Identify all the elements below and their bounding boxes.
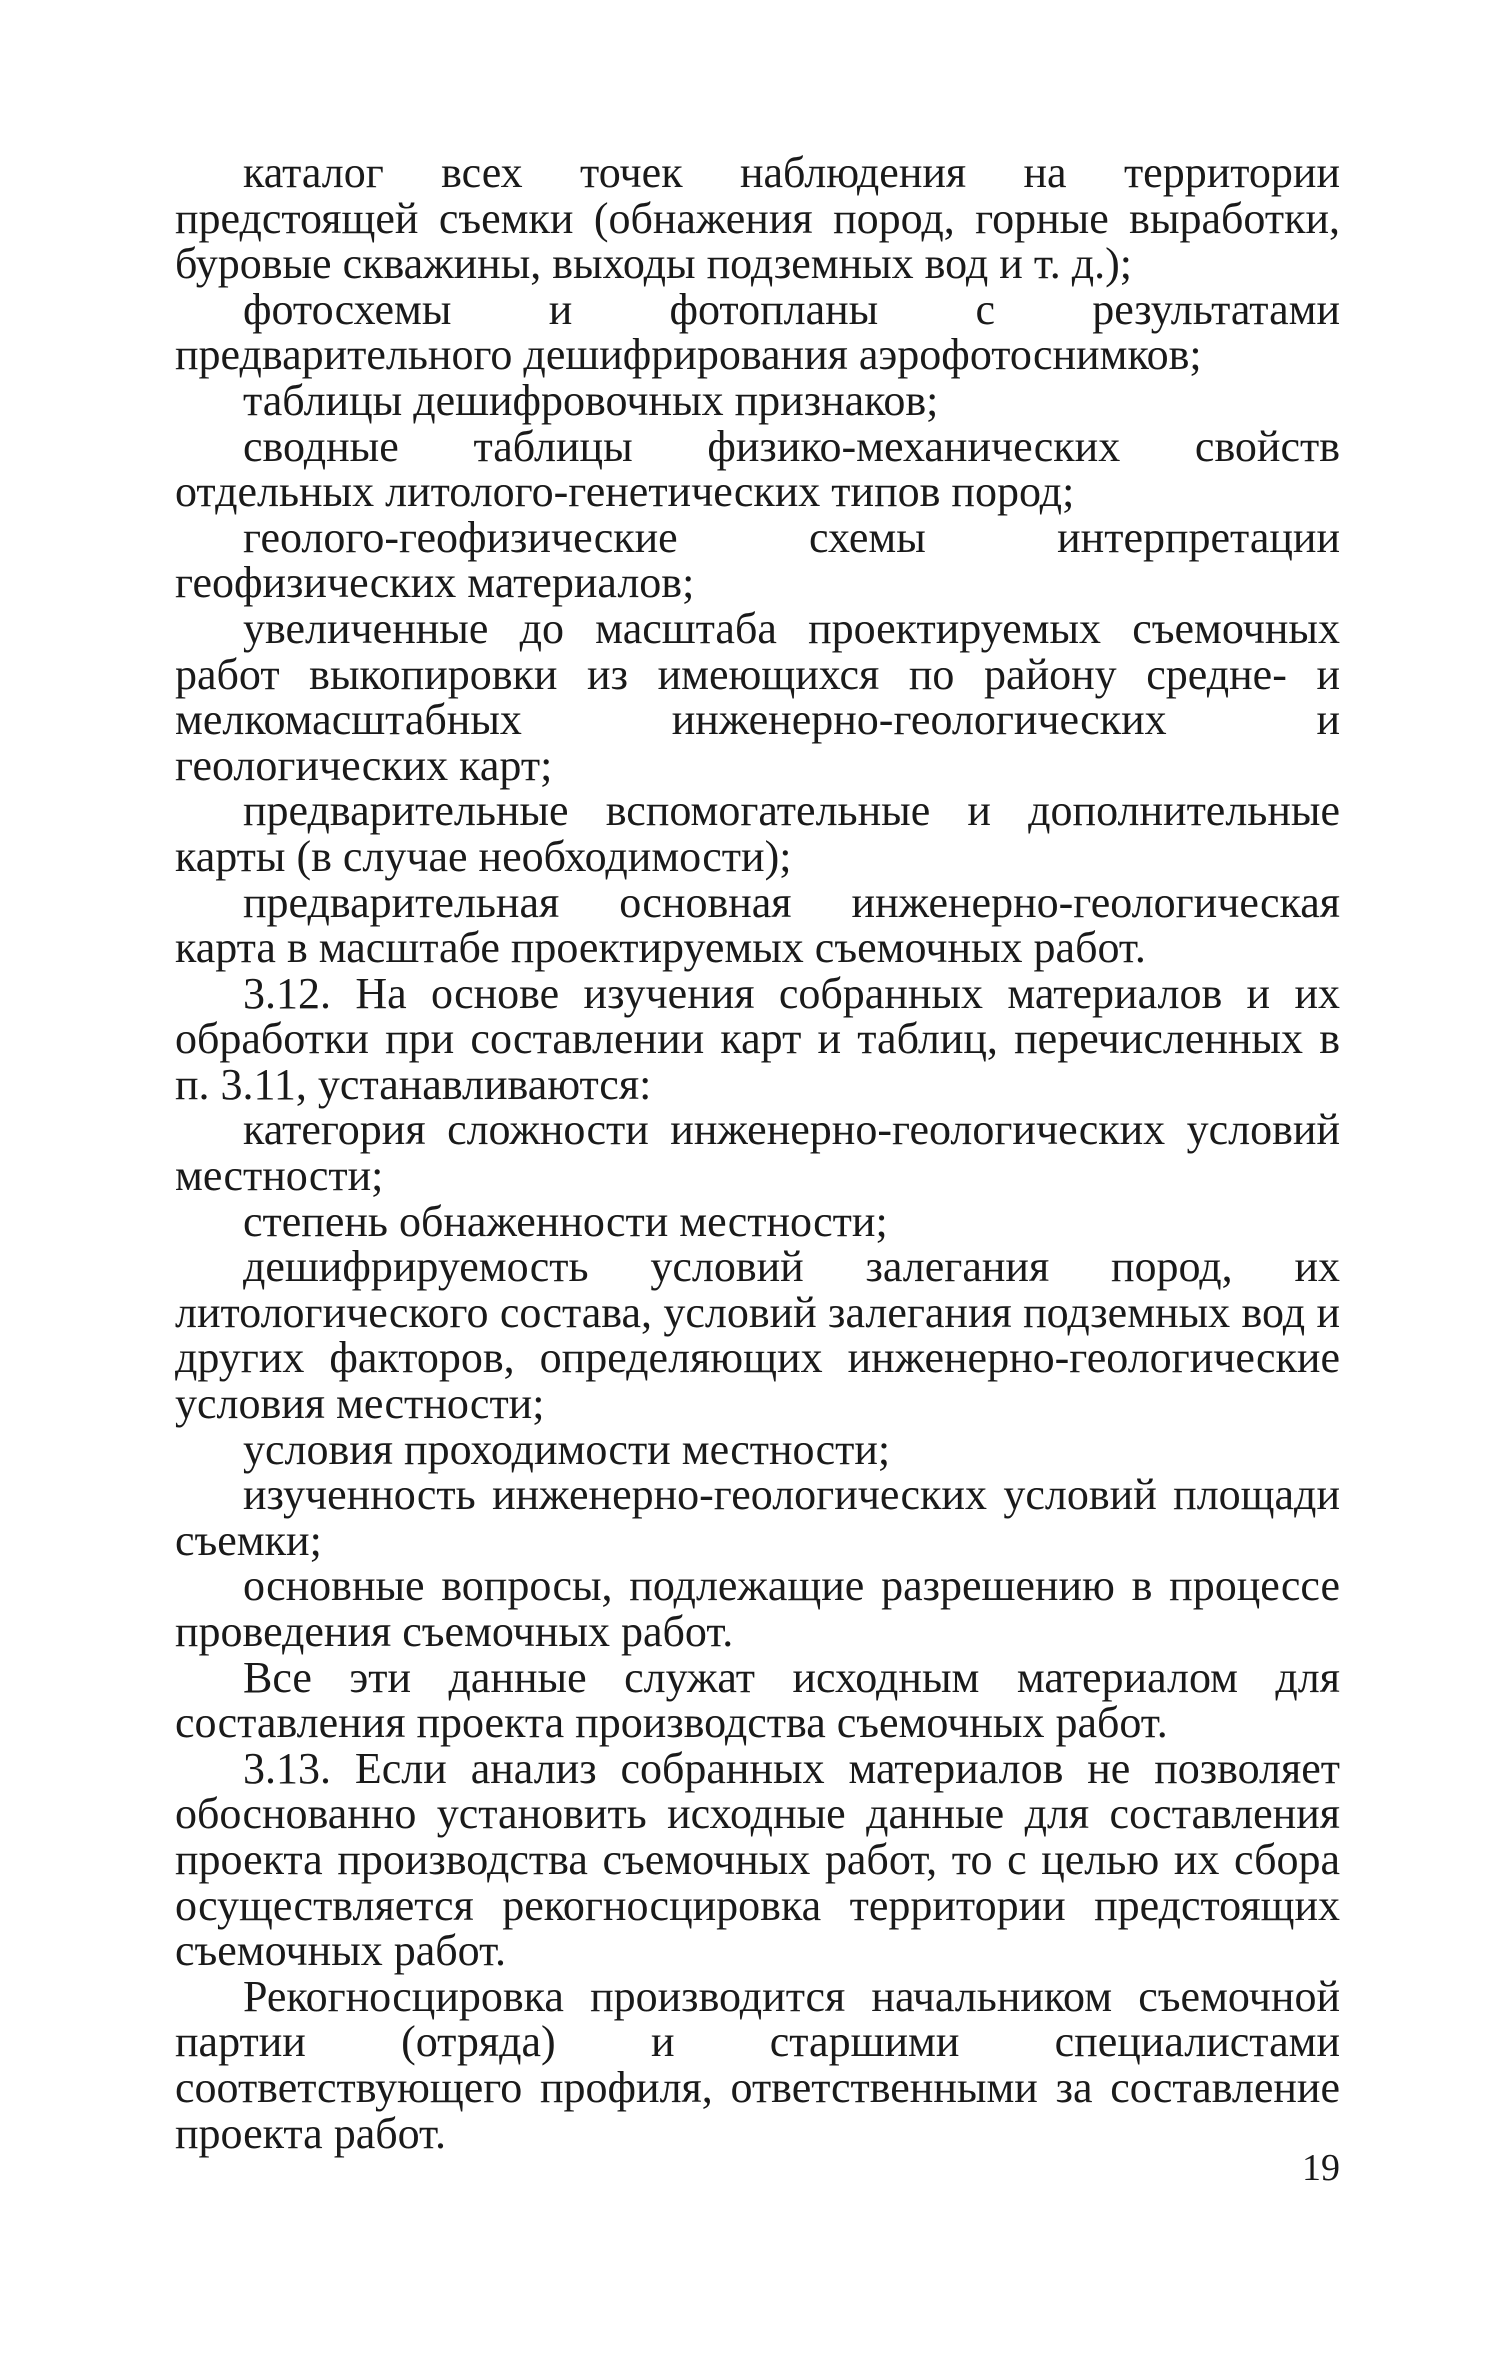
paragraph-geophysical-schemes: геолого-геофизические схемы интерпретации геофизических материалов;	[175, 512, 1340, 608]
paragraph-reconnaissance: Рекогносцировка производится начальником съемочной партии (отряда) и старшими специалистами соответствующего профиля, ответственными за составление проекта работ.	[175, 1971, 1340, 2158]
body-text	[175, 150, 1340, 2156]
paragraph-source-data: Все эти данные служат исходным материалом для составления проекта производства съемочных работ.	[175, 1652, 1340, 1748]
paragraph-photo-schemes: фотосхемы и фотопланы с результатами предварительного дешифрирования аэрофотоснимков;	[175, 284, 1340, 380]
paragraph-observation-catalog: каталог всех точек наблюдения на территории предстоящей съемки (обнажения пород, горные выработки, буровые скважины, выходы подземных вод и т. д.);	[175, 148, 1340, 289]
paragraph-main-questions: основные вопросы, подлежащие разрешению в процессе проведения съемочных работ.	[175, 1561, 1340, 1656]
paragraph-passability: условия проходимости местности;	[243, 1424, 891, 1474]
paragraph-auxiliary-maps: предварительные вспомогательные и дополнительные карты (в случае необходимости);	[175, 786, 1340, 881]
paragraph-decoding-tables: таблицы дешифровочных признаков;	[243, 375, 939, 425]
paragraph-exposure-degree: степень обнаженности местности;	[243, 1196, 888, 1246]
paragraph-section-3-12: 3.12. На основе изучения собранных материалов и их обработки при составлении карт и таблиц, перечисленных в п. 3.11, устанавливаются:	[175, 968, 1340, 1109]
paragraph-section-3-13: 3.13. Если анализ собранных материалов не позволяет обоснованно установить исходные данные для составления проекта производства съемочных работ, то с целью их сбора осуществляется рекогносцировка территории предстоящих съемочных работ.	[175, 1743, 1340, 1976]
page-number: 19	[1302, 2147, 1340, 2189]
paragraph-enlarged-copies: увеличенные до масштаба проектируемых съемочных работ выкопировки из имеющихся по району средне- и мелкомасштабных инженерно-геологических и геологических карт;	[175, 603, 1340, 790]
paragraph-main-map: предварительная основная инженерно-геологическая карта в масштабе проектируемых съемочных работ.	[175, 877, 1340, 973]
paragraph-summary-tables: сводные таблицы физико-механических свойств отдельных литолого-генетических типов пород;	[175, 421, 1340, 517]
paragraph-complexity-category: категория сложности инженерно-геологических условий местности;	[175, 1105, 1340, 1201]
paragraph-study-level: изученность инженерно-геологических условий площади съемки;	[175, 1470, 1340, 1565]
paragraph-decodability: дешифрируемость условий залегания пород, их литологического состава, условий залегания подземных вод и других факторов, определяющих инженерно-геологические условия местности;	[175, 1242, 1340, 1429]
